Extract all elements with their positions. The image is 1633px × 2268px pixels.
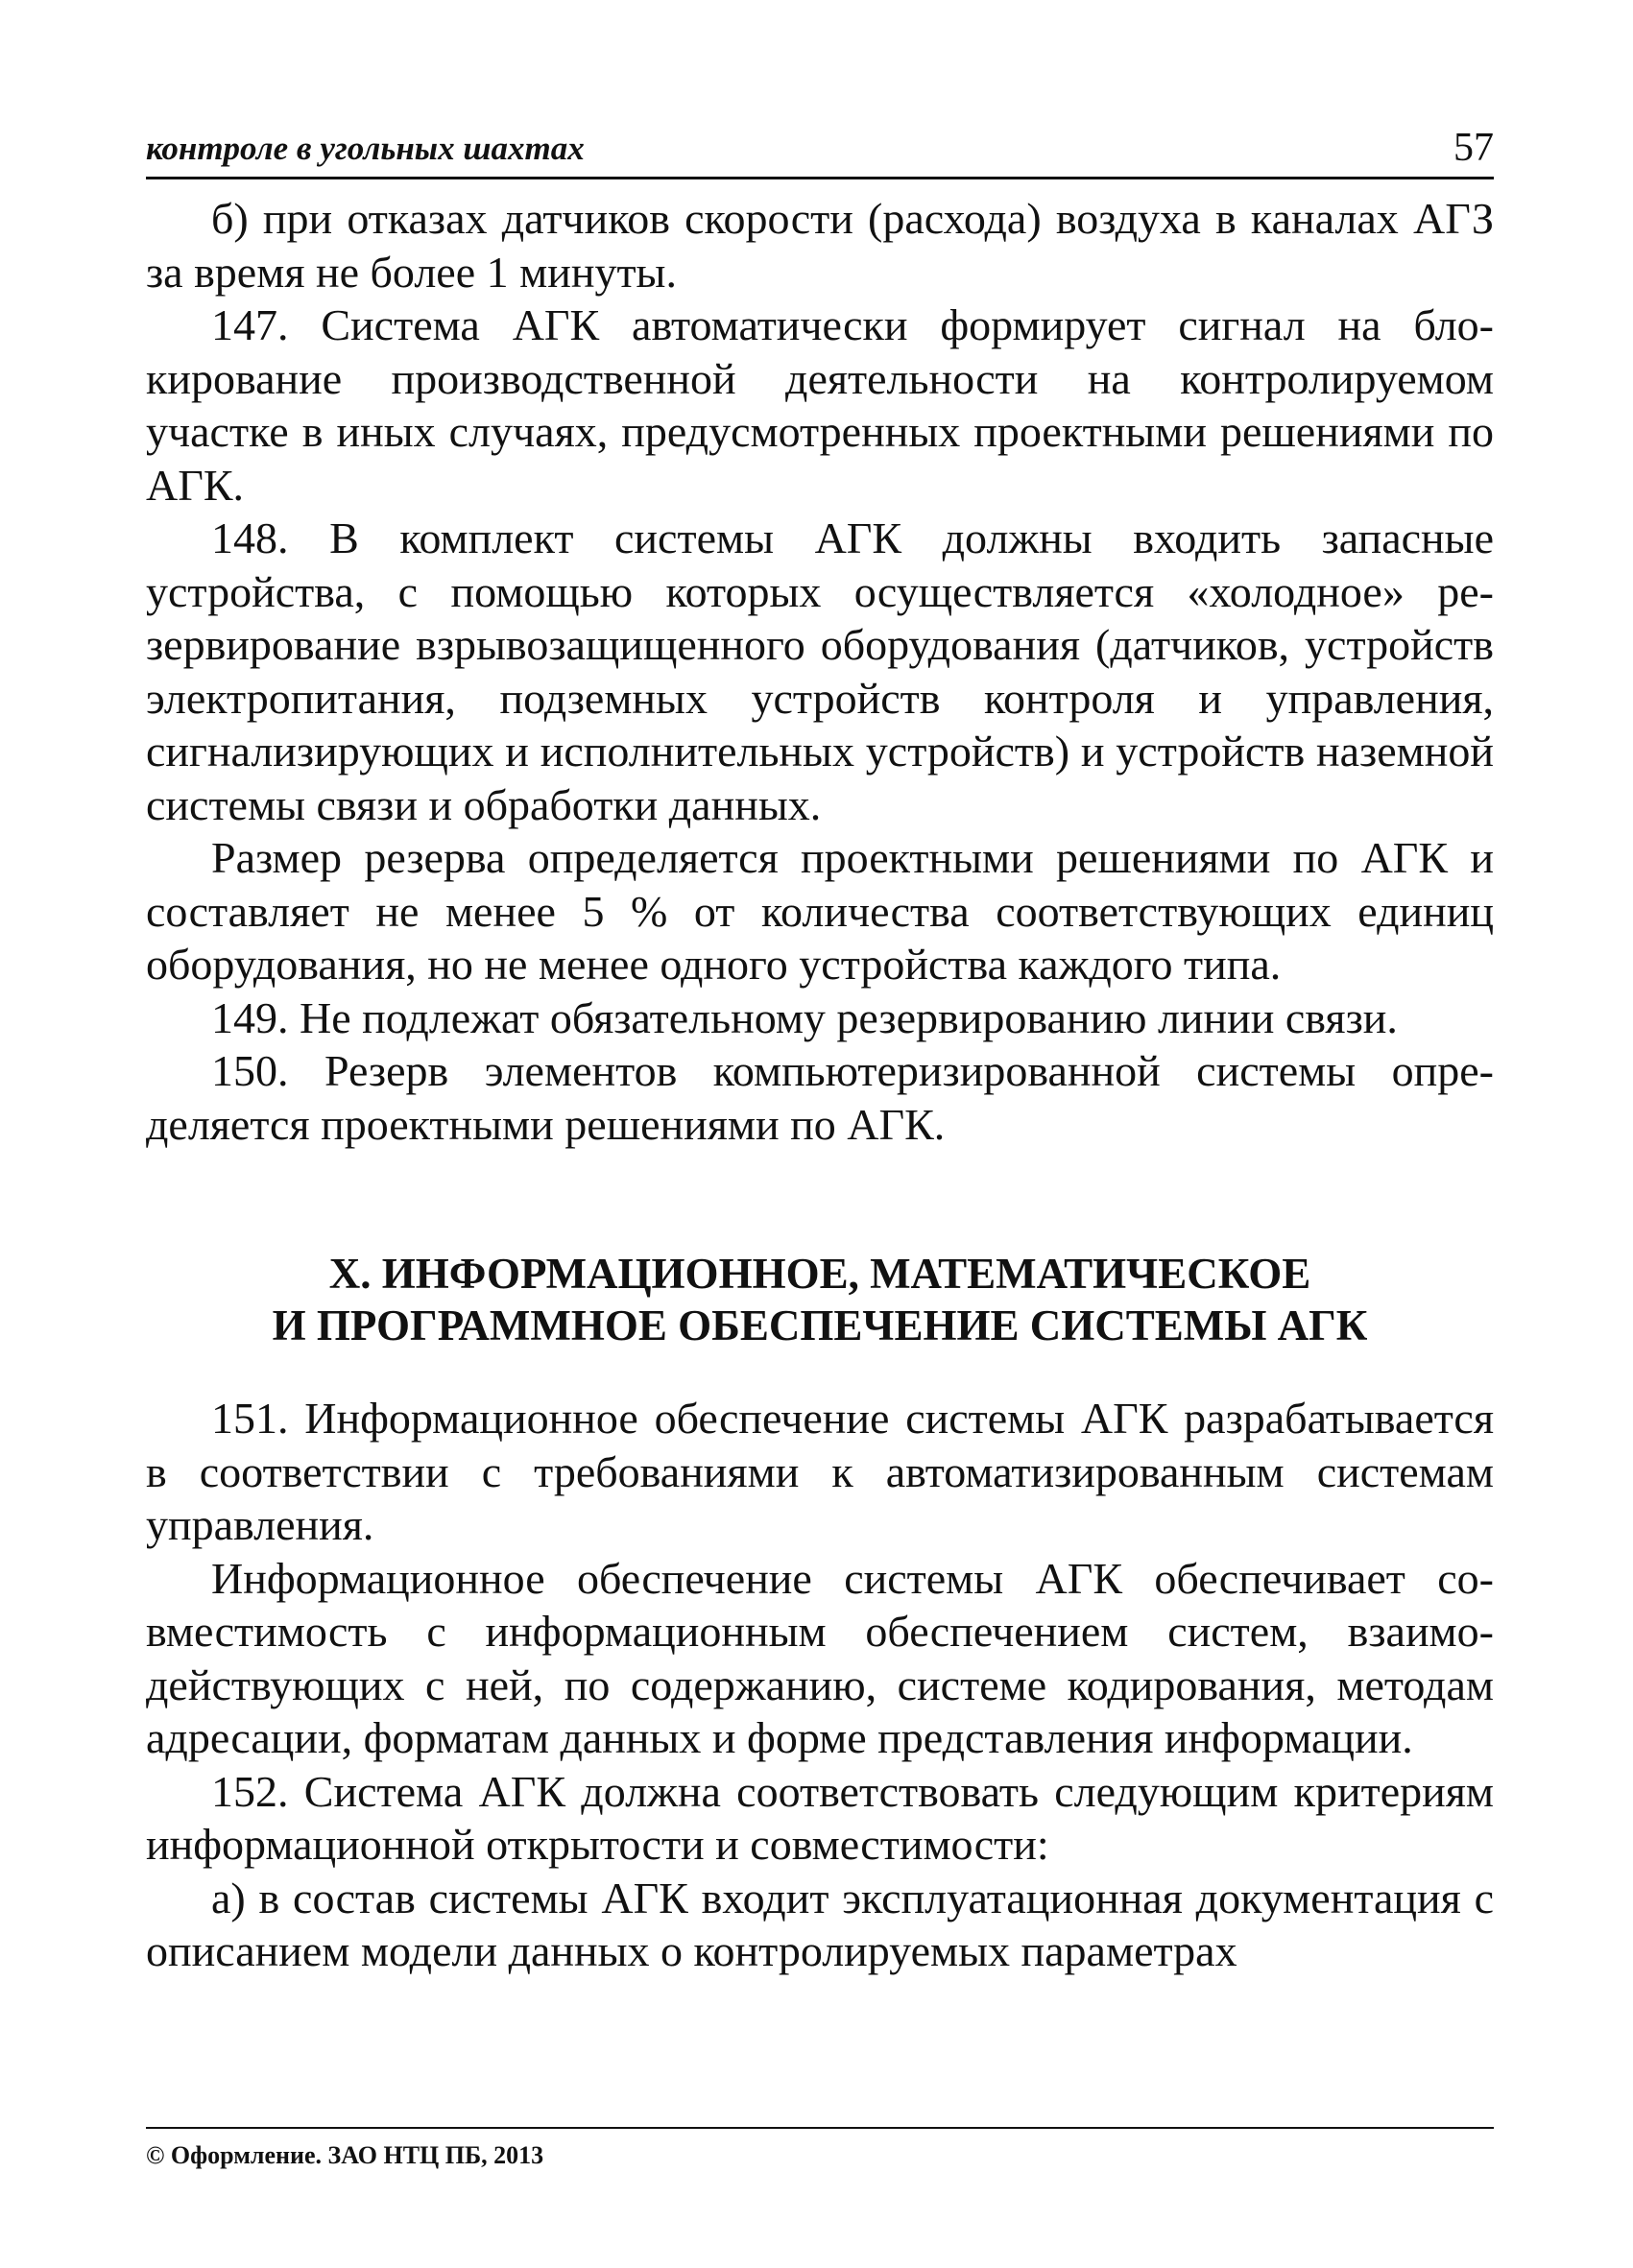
paragraph-150: 150. Резерв элементов компьютеризированной системы определяется проектными решениями по АГК. (146, 1046, 1494, 1149)
paragraph-148: 148. В комплект системы АГК должны входить запасные устройства, с помощью которых осуществляется «холодное» резервирование взрывозащищенного оборудования (датчиков, устройств электропитания, подземных устройств контроля и управления, сигнализирующих и исполнительных устройств) и устройств наземной системы связи и обработки данных. (146, 513, 1494, 829)
paragraph-b: б) при отказах датчиков скорости (расхода) воздуха в каналах АГЗ за время не более 1 минуты. (146, 194, 1494, 297)
paragraph-reserve-size: Размер резерва определяется проектными решениями по АГК и составляет не менее 5 % от количества соответствующих единиц оборудования, но не менее одного устройства каждого типа. (146, 833, 1494, 989)
paragraph-151: 151. Информационное обеспечение системы АГК разрабатывается в соответствии с требованиями к автоматизированным системам управления. (146, 1394, 1494, 1549)
body-text-bottom (146, 1392, 1494, 1978)
paragraph-149: 149. Не подлежат обязательному резервированию линии связи. (211, 992, 1398, 1042)
paragraph-152: 152. Система АГК должна соответствовать следующим критериям информационной открытости и совместимости: (146, 1766, 1494, 1869)
footer-copyright: © Оформление. ЗАО НТЦ ПБ, 2013 (146, 2141, 544, 2169)
footer-rule (146, 2127, 1494, 2129)
page-number: 57 (1453, 126, 1494, 170)
running-head (146, 123, 1494, 177)
paragraph-147: 147. Система АГК автоматически формирует сигнал на блокирование производственной деятельности на контролируемом участке в иных случаях, предусмотренных проектными решениями по АГК. (146, 300, 1494, 510)
paragraph-a: а) в состав системы АГК входит эксплуатационная документация с описанием модели данных о контролируемых параметрах (146, 1873, 1494, 1975)
header-rule (146, 177, 1494, 179)
body-text-top (146, 192, 1494, 1151)
section-heading-line-2: И ПРОГРАММНОЕ ОБЕСПЕЧЕНИЕ СИСТЕМЫ АГК (272, 1301, 1368, 1349)
running-title: контроле в угольных шахтах (146, 130, 585, 167)
section-heading (146, 1248, 1494, 1351)
paragraph-info-compat: Информационное обеспечение системы АГК обеспечивает совместимость с информационным обеспечением систем, взаимодействующих с ней, по содержанию, системе кодирования, методам адресации, форматам данных и форме представления информации. (146, 1553, 1494, 1762)
section-heading-line-1: X. ИНФОРМАЦИОННОЕ, МАТЕМАТИЧЕСКОЕ (328, 1250, 1311, 1298)
